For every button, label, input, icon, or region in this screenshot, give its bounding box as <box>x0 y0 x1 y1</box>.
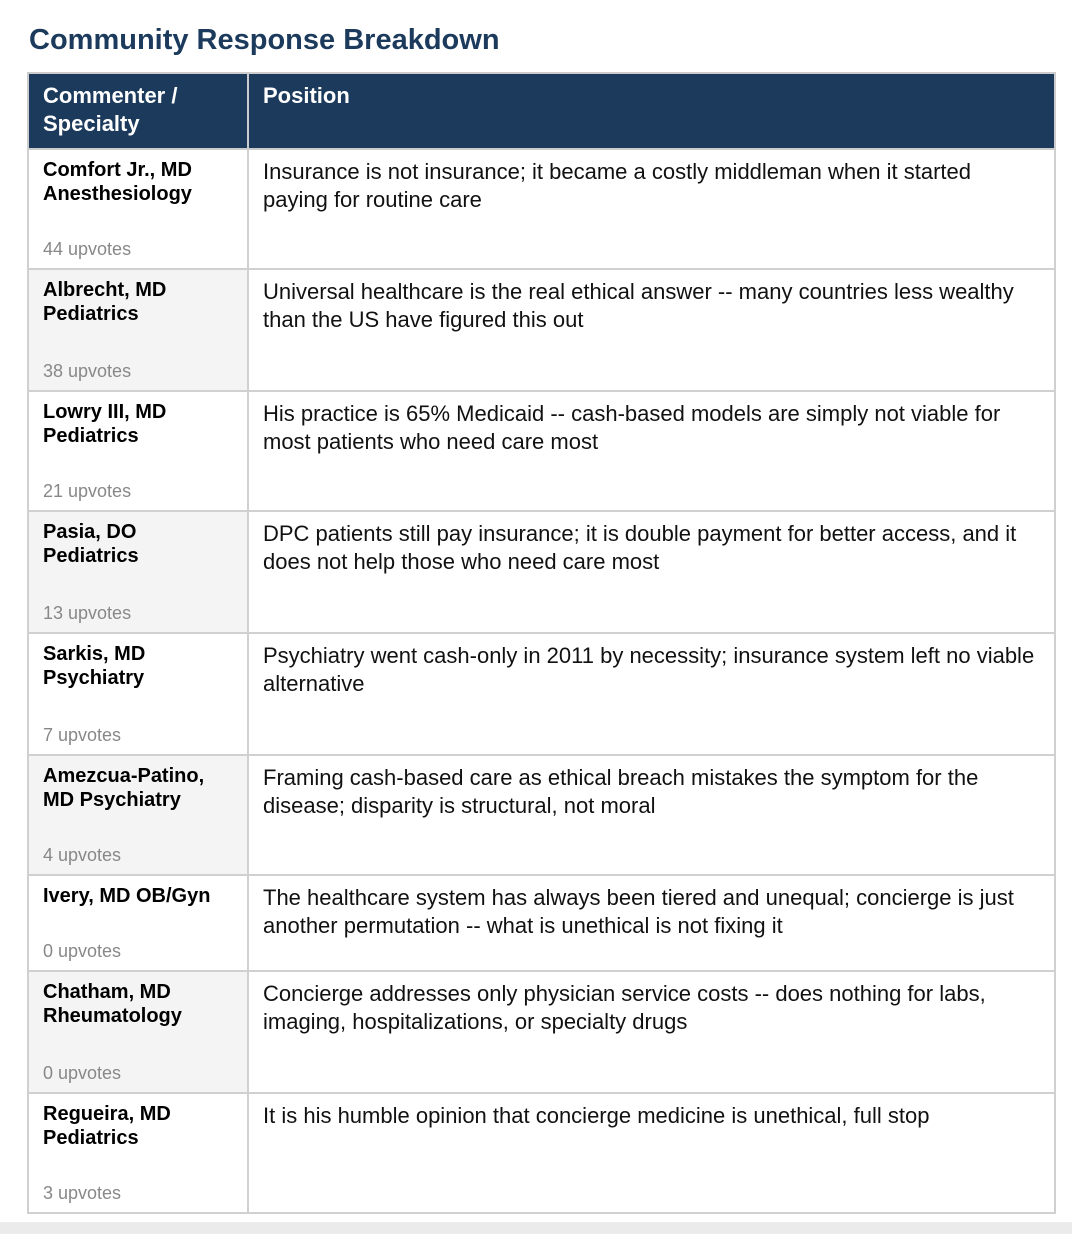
position-cell <box>248 511 1055 633</box>
commenter-cell <box>28 875 248 971</box>
commenter-name: Lowry III, MD Pediatrics <box>43 401 167 447</box>
position-text: His practice is 65% Medicaid -- cash-based models are simply not viable for most patients who need care most <box>263 401 1001 454</box>
commenter-name: Comfort Jr., MD Anesthesiology <box>43 159 192 205</box>
table-row <box>28 269 1055 391</box>
table-row <box>28 391 1055 511</box>
table-header-row <box>28 73 1055 149</box>
position-cell <box>248 391 1055 511</box>
table-row <box>28 1093 1055 1213</box>
upvote-count: 13 upvotes <box>43 603 132 623</box>
commenter-name: Ivery, MD OB/Gyn <box>43 885 211 907</box>
position-text: Psychiatry went cash-only in 2011 by necessity; insurance system left no viable alternative <box>263 643 1035 696</box>
position-cell <box>248 1093 1055 1213</box>
upvote-count: 7 upvotes <box>43 725 122 745</box>
commenter-cell <box>28 755 248 875</box>
position-text: The healthcare system has always been tiered and unequal; concierge is just another permutation -- what is unethical is not fixing it <box>263 885 1014 938</box>
upvote-count: 3 upvotes <box>43 1183 122 1203</box>
commenter-name: Amezcua-Patino, MD Psychiatry <box>43 765 205 811</box>
commenter-name: Sarkis, MD Psychiatry <box>43 643 146 689</box>
column-header-commenter: Commenter / Specialty <box>28 73 248 149</box>
commenter-cell <box>28 269 248 391</box>
commenter-cell <box>28 391 248 511</box>
position-text: Framing cash-based care as ethical breach mistakes the symptom for the disease; disparity is structural, not moral <box>263 765 979 818</box>
position-cell <box>248 269 1055 391</box>
table-row <box>28 633 1055 755</box>
position-cell <box>248 755 1055 875</box>
commenter-cell <box>28 971 248 1093</box>
table-row <box>28 149 1055 269</box>
table-row <box>28 511 1055 633</box>
table-row <box>28 971 1055 1093</box>
position-cell <box>248 149 1055 269</box>
upvote-count: 44 upvotes <box>43 239 132 259</box>
commenter-name: Regueira, MD Pediatrics <box>43 1103 171 1149</box>
position-text: Concierge addresses only physician service costs -- does nothing for labs, imaging, hospitalizations, or specialty drugs <box>263 981 986 1034</box>
upvote-count: 0 upvotes <box>43 941 122 961</box>
upvote-count: 21 upvotes <box>43 481 132 501</box>
commenter-cell <box>28 633 248 755</box>
position-text: It is his humble opinion that concierge medicine is unethical, full stop <box>263 1103 930 1128</box>
position-cell <box>248 875 1055 971</box>
commenter-name: Albrecht, MD Pediatrics <box>43 279 167 325</box>
table-row <box>28 875 1055 971</box>
upvote-count: 4 upvotes <box>43 845 122 865</box>
commenter-name: Pasia, DO Pediatrics <box>43 521 139 567</box>
commenter-cell <box>28 149 248 269</box>
bottom-scroll-band <box>0 1222 1072 1234</box>
community-response-table <box>27 72 1056 1214</box>
position-text: DPC patients still pay insurance; it is double payment for better access, and it does not help those who need care most <box>263 521 1017 574</box>
position-text: Insurance is not insurance; it became a costly middleman when it started paying for routine care <box>263 159 972 212</box>
position-cell <box>248 971 1055 1093</box>
upvote-count: 38 upvotes <box>43 361 132 381</box>
position-text: Universal healthcare is the real ethical answer -- many countries less wealthy than the US have figured this out <box>263 279 1014 332</box>
page-title: Community Response Breakdown <box>29 24 500 56</box>
column-header-position: Position <box>248 73 1055 149</box>
upvote-count: 0 upvotes <box>43 1063 122 1083</box>
commenter-cell <box>28 511 248 633</box>
position-cell <box>248 633 1055 755</box>
table-row <box>28 755 1055 875</box>
commenter-name: Chatham, MD Rheumatology <box>43 981 182 1027</box>
commenter-cell <box>28 1093 248 1213</box>
